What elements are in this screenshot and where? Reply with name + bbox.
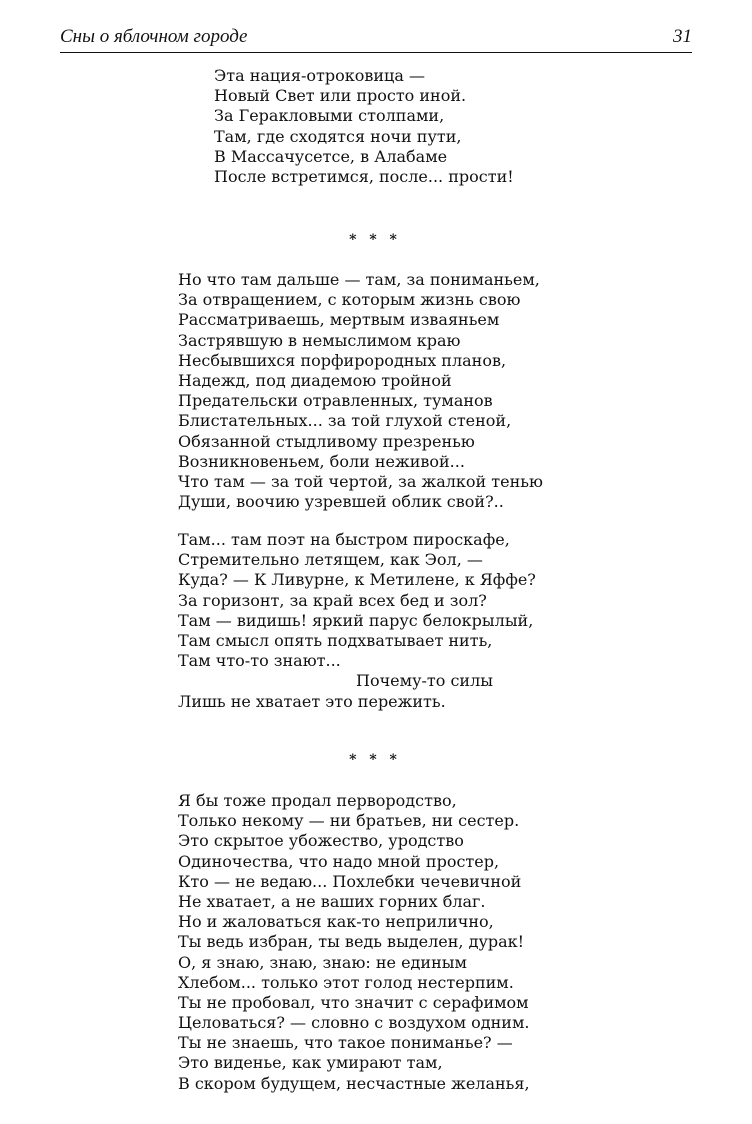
stanza-4: [178, 791, 530, 1094]
poem-line: За Геракловыми столпами,: [214, 106, 445, 126]
poem-line: Несбывшихся порфирородных планов,: [178, 350, 507, 370]
poem-line: Ты не знаешь, что такое пониманье? —: [178, 1033, 513, 1053]
section-separator: * * *: [349, 232, 401, 248]
poem-line: Ты не пробовал, что значит с серафимом: [178, 992, 529, 1012]
poem-line: Кто — не ведаю... Похлебки чечевичной: [178, 871, 522, 891]
poem-line: За горизонт, за край всех бед и зол?: [178, 590, 487, 610]
poem-line: Стремительно летящем, как Эол, —: [178, 550, 483, 570]
poem-line: Блистательных... за той глухой стеной,: [178, 411, 512, 431]
poem-line: Возникновеньем, боли неживой...: [178, 451, 465, 471]
poem-line: Не хватает, а не ваших горних благ.: [178, 891, 486, 911]
running-header: [60, 22, 692, 53]
poem-line: Что там — за той чертой, за жалкой тенью: [178, 471, 543, 491]
poem-line: Но что там дальше — там, за пониманьем,: [178, 270, 540, 289]
poem-line: О, я знаю, знаю, знаю: не единым: [178, 952, 467, 972]
poem-line: Там что-то знают...: [178, 651, 341, 671]
poem-line: Целоваться? — словно с воздухом одним.: [178, 1013, 530, 1033]
poem-line: В скором будущем, несчастные желанья,: [178, 1073, 530, 1093]
poem-line: Души, воочию узревшей облик свой?..: [178, 492, 504, 512]
poem-line: Там смысл опять подхватывает нить,: [178, 630, 493, 650]
stanza-1: [214, 66, 514, 187]
poem-line: Я бы тоже продал первородство,: [178, 791, 457, 810]
poem-line: Новый Свет или просто иной.: [214, 86, 467, 106]
running-title: Сны о яблочном городе: [60, 26, 248, 47]
poem-line: Застрявшую в немыслимом краю: [178, 330, 461, 350]
poem-line: Лишь не хватает это пережить.: [178, 691, 446, 711]
poem-line: Хлебом... только этот голод нестерпим.: [178, 972, 514, 992]
poem-line-indented: Почему-то силы: [356, 671, 493, 691]
poem-line: Обязанной стыдливому презренью: [178, 431, 475, 451]
poem-line: Только некому — ни братьев, ни сестер.: [178, 811, 520, 831]
poem-line: Это скрытое убожество, уродство: [178, 831, 464, 851]
poem-line: Рассматриваешь, мертвым изваяньем: [178, 310, 500, 330]
poem-line: Эта нация-отроковица —: [214, 66, 425, 85]
stanza-2: [178, 270, 543, 512]
poem-line: Одиночества, что надо мной простер,: [178, 851, 500, 871]
stanza-3: [178, 530, 536, 712]
poem-line: Предательски отравленных, туманов: [178, 391, 493, 411]
poem-line: Но и жаловаться как-то неприлично,: [178, 912, 494, 932]
page-number: 31: [673, 26, 692, 47]
poem-line: Надежд, под диадемою тройной: [178, 370, 452, 390]
poem-line: После встретимся, после... прости!: [214, 166, 514, 186]
poem-line: Там... там поэт на быстром пироскафе,: [178, 530, 510, 549]
poem-line: Там — видишь! яркий парус белокрылый,: [178, 610, 534, 630]
poem-line: Это виденье, как умирают там,: [178, 1053, 443, 1073]
poem-line: Там, где сходятся ночи пути,: [214, 126, 462, 146]
poem-line: За отвращением, с которым жизнь свою: [178, 290, 521, 310]
section-separator: * * *: [349, 752, 401, 768]
poem-line: Ты ведь избран, ты ведь выделен, дурак!: [178, 932, 525, 952]
poem-line: Куда? — К Ливурне, к Метилене, к Яффе?: [178, 570, 536, 590]
poem-line: В Массачусетсе, в Алабаме: [214, 146, 448, 166]
